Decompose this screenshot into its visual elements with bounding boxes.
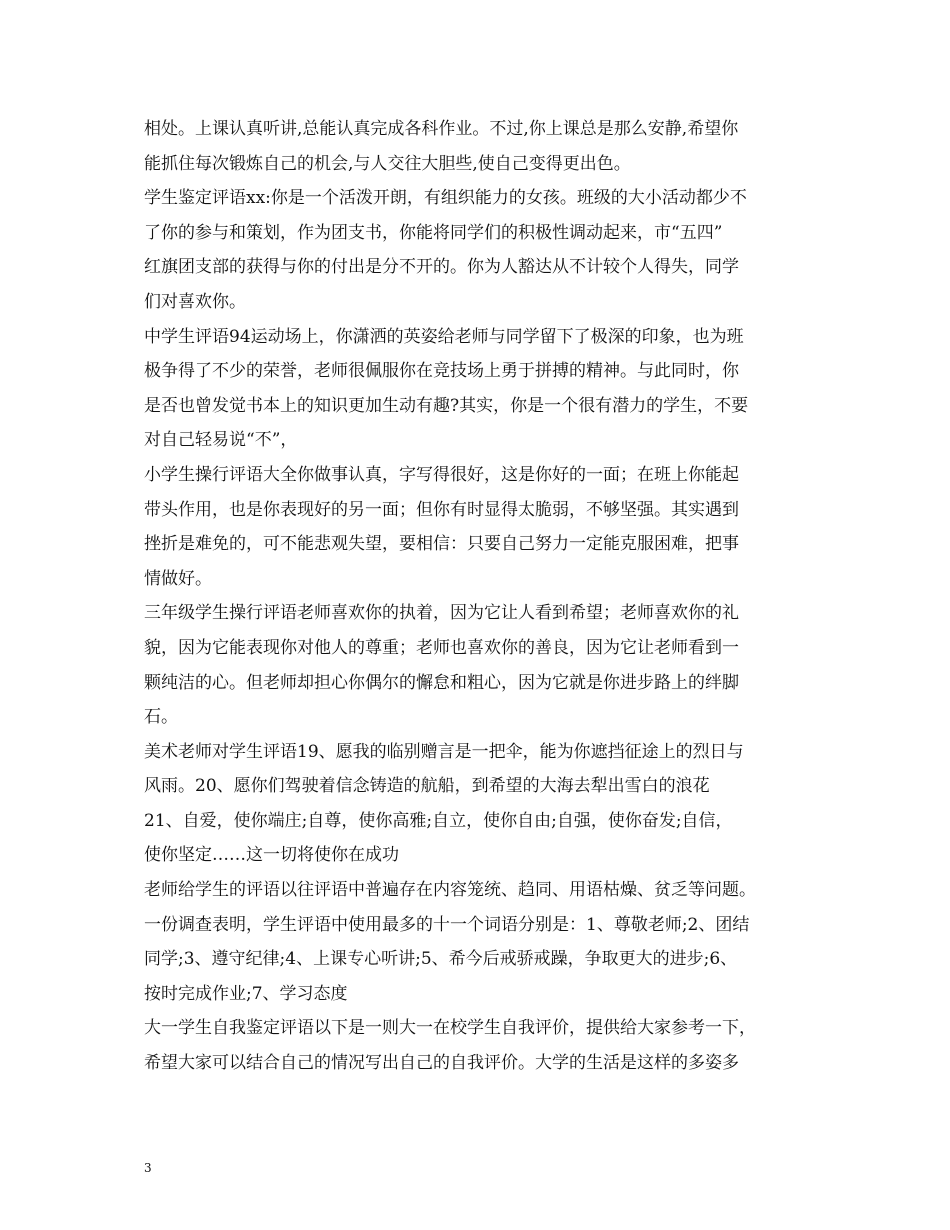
- text-line: 美术老师对学生评语19、愿我的临别赠言是一把伞，能为你遮挡征途上的烈日与: [144, 741, 744, 762]
- text-line: 能抓住每次锻炼自己的机会,与人交往大胆些,使自己变得更出色。: [144, 153, 631, 174]
- text-line: 相处。上课认真听讲,总能认真完成各科作业。不过,你上课总是那么安静,希望你: [144, 119, 739, 139]
- page-number: 3: [144, 1161, 152, 1175]
- text-line: 三年级学生操行评语老师喜欢你的执着，因为它让人看到希望；老师喜欢你的礼: [144, 603, 739, 624]
- text-line: 21、自爱，使你端庄;自尊，使你高雅;自立，使你自由;自强，使你奋发;自信，: [144, 810, 733, 831]
- text-line: 风雨。20、愿你们驾驶着信念铸造的航船，到希望的大海去犁出雪白的浪花: [144, 776, 710, 797]
- text-line: 貌，因为它能表现你对他人的尊重；老师也喜欢你的善良，因为它让老师看到一: [144, 637, 739, 658]
- text-line: 同学;3、遵守纪律;4、上课专心听讲;5、希今后戒骄戒躁，争取更大的进步;6、: [144, 949, 738, 970]
- text-line: 情做好。: [144, 568, 212, 589]
- text-line: 学生鉴定评语xx:你是一个活泼开朗，有组织能力的女孩。班级的大小活动都少不: [144, 188, 747, 209]
- document-body: [144, 112, 826, 1081]
- text-line: 老师给学生的评语以往评语中普遍存在内容笼统、趋同、用语枯燥、贫乏等问题。: [144, 880, 756, 901]
- text-line: 红旗团支部的获得与你的付出是分不开的。你为人豁达从不计较个人得失，同学: [144, 257, 739, 278]
- text-line: 使你坚定……这一切将使你在成功: [144, 845, 399, 866]
- text-line: 挫折是难免的，可不能悲观失望，要相信：只要自己努力一定能克服困难，把事: [144, 534, 739, 555]
- text-line: 希望大家可以结合自己的情况写出自己的自我评价。大学的生活是这样的多姿多: [144, 1053, 739, 1074]
- text-line: 们对喜欢你。: [144, 291, 246, 312]
- text-line: 了你的参与和策划，作为团支书，你能将同学们的积极性调动起来，市“五四”: [144, 222, 723, 243]
- text-line: 小学生操行评语大全你做事认真，字写得很好，这是你好的一面；在班上你能起: [144, 464, 739, 485]
- text-line: 按时完成作业;7、学习态度: [144, 983, 348, 1004]
- text-line: 极争得了不少的荣誉，老师很佩服你在竞技场上勇于拼搏的精神。与此同时，你: [144, 361, 739, 382]
- text-line: 带头作用，也是你表现好的另一面；但你有时显得太脆弱，不够坚强。其实遇到: [144, 499, 739, 520]
- text-line: 颗纯洁的心。但老师却担心你偶尔的懈怠和粗心，因为它就是你进步路上的绊脚: [144, 672, 739, 693]
- text-line: 中学生评语94运动场上，你潇洒的英姿给老师与同学留下了极深的印象，也为班: [144, 326, 744, 347]
- text-line: 大一学生自我鉴定评语以下是一则大一在校学生自我评价，提供给大家参考一下，: [144, 1018, 756, 1039]
- text-line: 一份调查表明，学生评语中使用最多的十一个词语分别是：1、尊敬老师;2、团结: [144, 914, 750, 935]
- text-line: 对自己轻易说“不”，: [144, 430, 298, 451]
- text-line: 是否也曾发觉书本上的知识更加生动有趣?其实，你是一个很有潜力的学生，不要: [144, 395, 749, 416]
- text-line: 石。: [144, 707, 178, 728]
